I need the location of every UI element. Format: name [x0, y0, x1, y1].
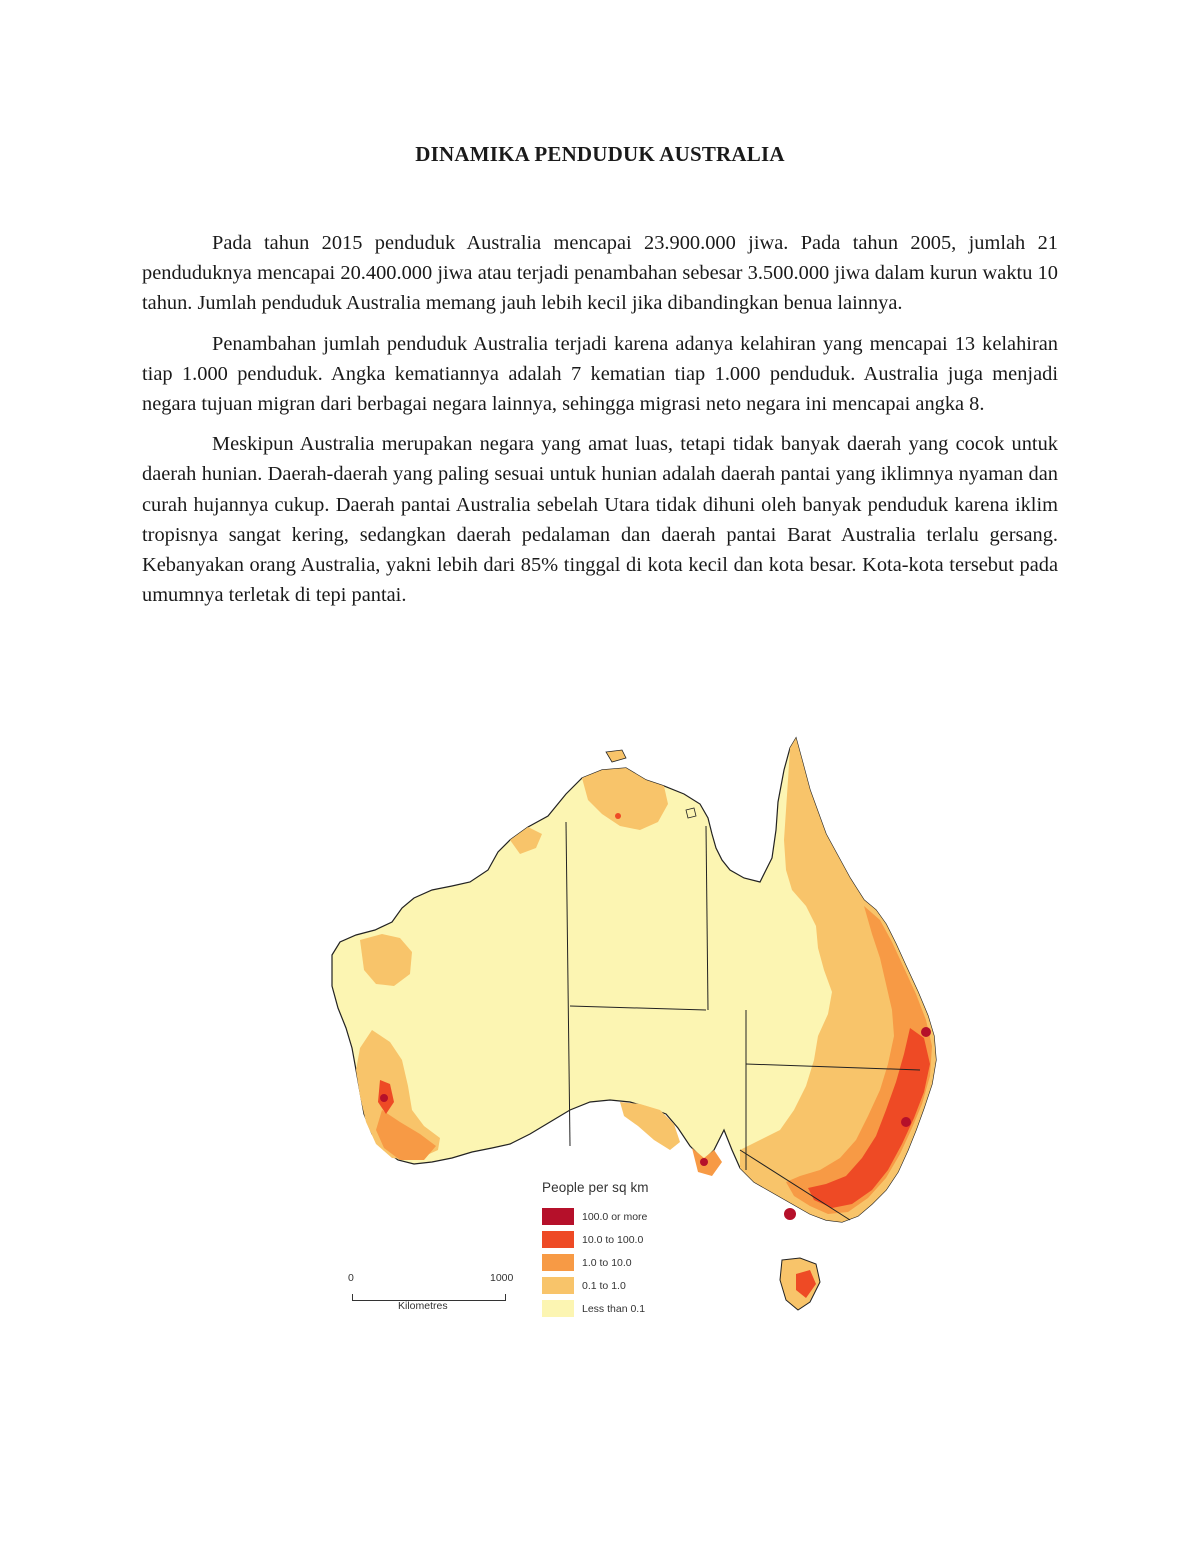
- legend-item: [542, 1274, 742, 1297]
- population-density-map: [320, 730, 950, 1330]
- legend-item: [542, 1205, 742, 1228]
- map-legend: [542, 1180, 742, 1320]
- island-tiwi: [606, 750, 626, 762]
- legend-swatch: [542, 1231, 574, 1248]
- scale-end-label: 1000: [490, 1272, 514, 1284]
- scale-unit-label: Kilometres: [398, 1300, 448, 1312]
- legend-label: Less than 0.1: [582, 1302, 646, 1315]
- island-groote: [686, 808, 696, 818]
- legend-swatch: [542, 1277, 574, 1294]
- paragraph-1: Pada tahun 2015 penduduk Australia mencapai 23.900.000 jiwa. Pada tahun 2005, jumlah 21 penduduknya mencapai 20.400.000 jiwa atau terjadi penambahan sebesar 3.500.000 jiwa dalam kurun waktu 10 tahun. Jumlah penduduk Australia memang jauh lebih kecil jika dibandingkan benua lainnya.: [142, 232, 1058, 315]
- legend-item: [542, 1228, 742, 1251]
- city-brisbane: [921, 1027, 931, 1037]
- city-melbourne: [784, 1208, 796, 1220]
- legend-item: [542, 1297, 742, 1320]
- legend-swatch: [542, 1208, 574, 1225]
- article-body: [142, 228, 1058, 620]
- city-sydney: [901, 1117, 911, 1127]
- legend-label: 0.1 to 1.0: [582, 1279, 626, 1292]
- paragraph-3: Meskipun Australia merupakan negara yang amat luas, tetapi tidak banyak daerah yang cocok untuk daerah hunian. Daerah-daerah yang paling sesuai untuk hunian adalah daerah pantai yang iklimnya nyaman dan curah hujannya cukup. Daerah pantai Australia sebelah Utara tidak dihuni oleh banyak penduduk karena iklim tropisnya sangat kering, sedangkan daerah pedalaman dan daerah pantai Barat Australia terlalu gersang. Kebanyakan orang Australia, yakni lebih dari 85% tinggal di kota kecil dan kota besar. Kota-kota tersebut pada umumnya terletak di tepi pantai.: [142, 433, 1058, 607]
- legend-label: 100.0 or more: [582, 1210, 648, 1223]
- legend-title: People per sq km: [542, 1180, 649, 1195]
- paragraph-2: Penambahan jumlah penduduk Australia terjadi karena adanya kelahiran yang mencapai 13 kelahiran tiap 1.000 penduduk. Angka kematiannya adalah 7 kematian tiap 1.000 penduduk. Australia juga menjadi negara tujuan migran dari berbagai negara lainnya, sehingga migrasi neto negara ini mencapai angka 8.: [142, 332, 1058, 416]
- scale-start-label: 0: [348, 1272, 354, 1284]
- legend-label: 10.0 to 100.0: [582, 1233, 644, 1246]
- city-adelaide: [700, 1158, 708, 1166]
- legend-label: 1.0 to 10.0: [582, 1256, 632, 1269]
- city-darwin: [615, 813, 621, 819]
- scale-bar: [348, 1270, 518, 1320]
- legend-swatch: [542, 1254, 574, 1271]
- city-perth: [380, 1094, 388, 1102]
- page-title: DINAMIKA PENDUDUK AUSTRALIA: [415, 142, 785, 166]
- legend-swatch: [542, 1300, 574, 1317]
- legend-item: [542, 1251, 742, 1274]
